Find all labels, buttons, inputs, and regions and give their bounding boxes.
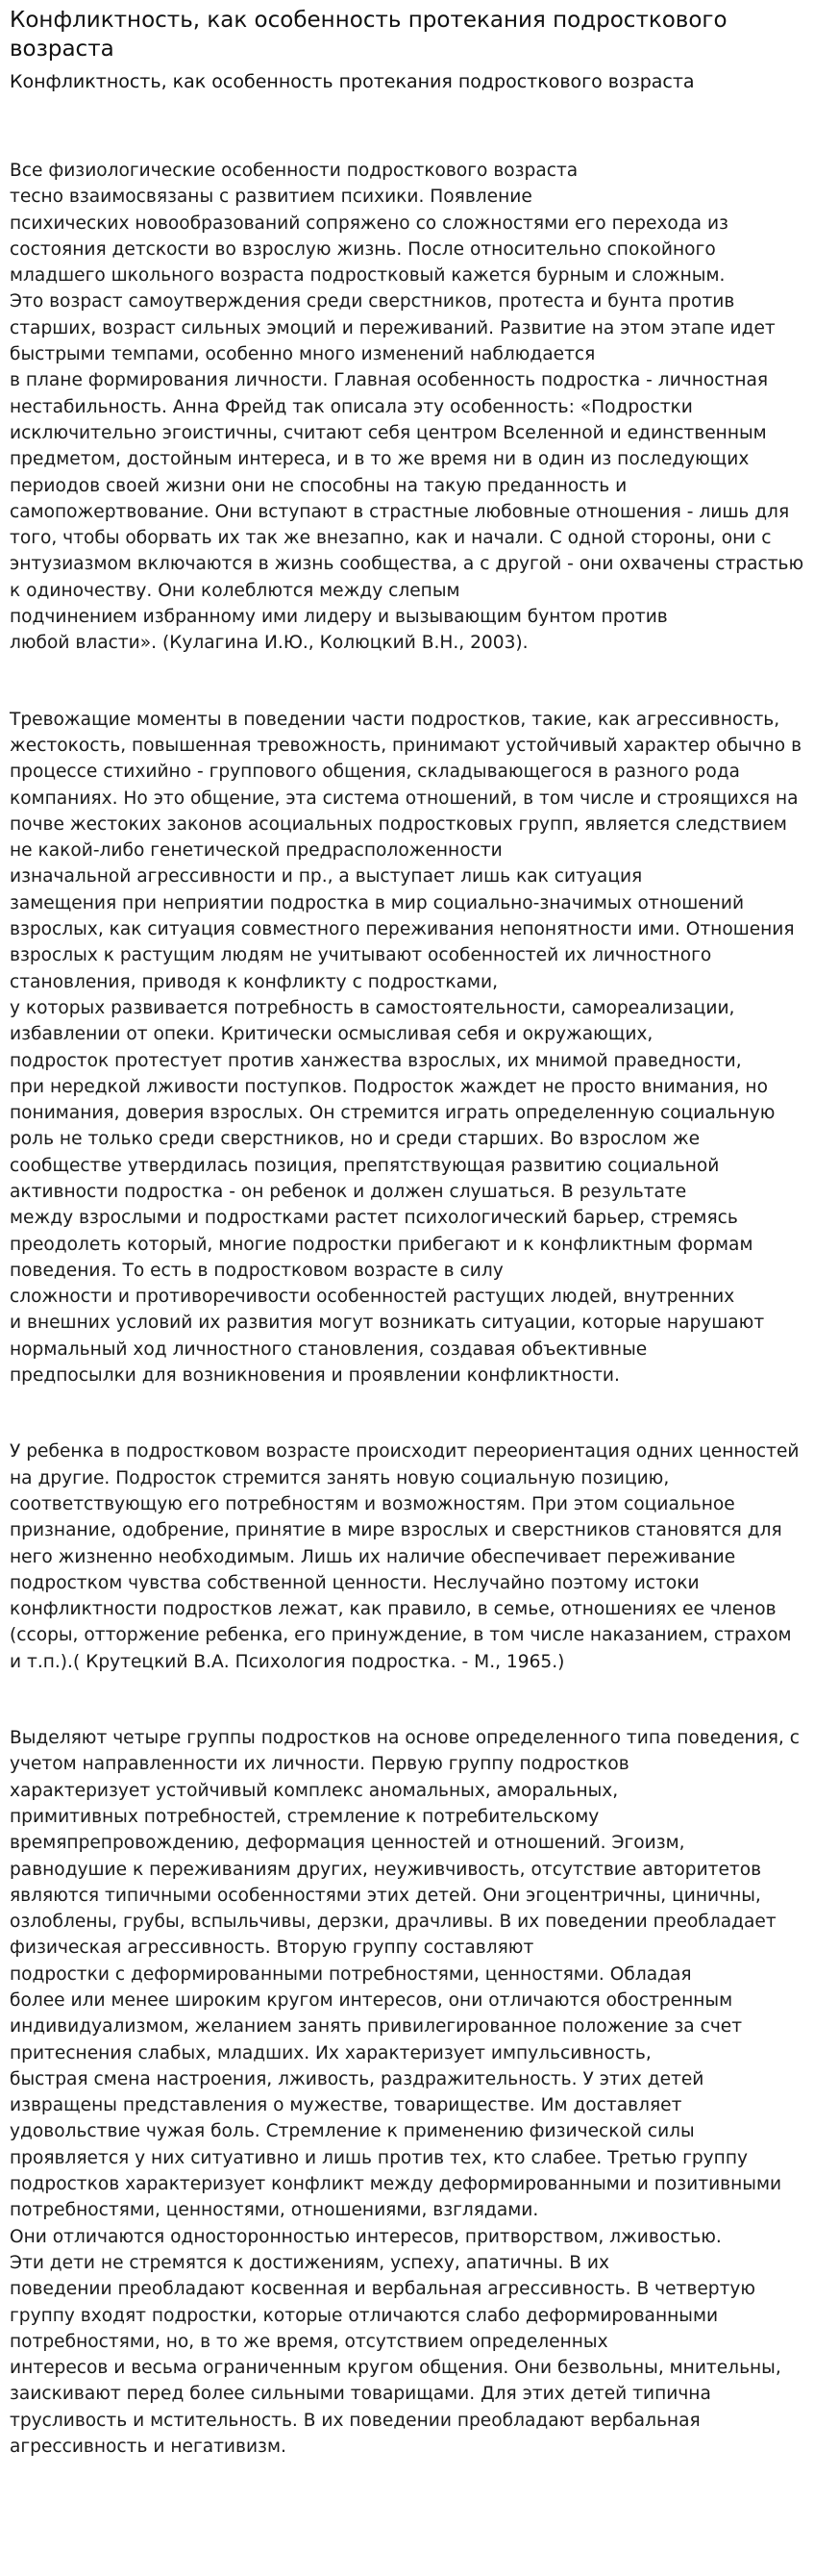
article-paragraph-3: У ребенка в подростковом возрасте происходит переориентация одних ценностей на другие. Подросток стремится занять новую социальную позицию, соответствующую его потребностям и возможностям. При этом социальное признание, одобрение, принятие в мире взрослых и сверстников становятся для него жизненно необходимым. Лишь их наличие обеспечивает переживание подростком чувства собственной ценности. Неслучайно поэтому истоки конфликтности подростков лежат, как правило, в семье, отношениях ее членов (ссоры, отторжение ребенка, его принуждение, в том числе наказанием, страхом и т.п.).( Крутецкий В.А. Психология подростка. - М., 1965.): [10, 1441, 800, 1672]
page-subtitle: Конфликтность, как особенность протекания подросткового возраста: [10, 71, 695, 92]
article-body: [10, 158, 804, 2460]
article-paragraph-2: Тревожащие моменты в поведении части подростков, такие, как агрессивность, жестокость, повышенная тревожность, принимают устойчивый характер обычно в процессе стихийно - группового общения, складывающегося в разного рода компаниях. Но это общение, эта система отношений, в том числе и строящихся на почве жестоких законов асоциальных подростковых групп, является следствием не какой-либо генетической предрасположенности изначальной агрессивности и пр., а выступает лишь как ситуация замещения при неприятии подростка в мир социально-значимых отношений взрослых, как ситуация совместного переживания непонятности ими. Отношения взрослых к растущим людям не учитывают особенностей их личностного становления, приводя к конфликту с подростками, у которых развивается потребность в самостоятельности, самореализации, избавлении от опеки. Критически осмысливая себя и окружающих, подросток протестует против ханжества взрослых, их мнимой праведности, при нередкой лживости поступков. Подросток жаждет не просто внимания, но понимания, доверия взрослых. Он стремится играть определенную социальную роль не только среди сверстников, но и среди старших. Во взрослом же сообществе утвердилась позиция, препятствующая развитию социальной активности подростка - он ребенок и должен слушаться. В результате между взрослыми и подростками растет психологический барьер, стремясь преодолеть который, многие подростки прибегают и к конфликтным формам поведения. То есть в подростковом возрасте в силу сложности и противоречивости особенностей растущих людей, внутренних и внешних условий их развития могут возникать ситуации, которые нарушают нормальный ход личностного становления, создавая объективные предпосылки для возникновения и проявлении конфликтности.: [10, 709, 802, 1387]
article-paragraph-4: Выделяют четыре группы подростков на основе определенного типа поведения, с учетом направленности их личности. Первую группу подростков характеризует устойчивый комплекс аномальных, аморальных, примитивных потребностей, стремление к потребительскому времяпрепровождению, деформация ценностей и отношений. Эгоизм, равнодушие к переживаниям других, неуживчивость, отсутствие авторитетов являются типичными особенностями этих детей. Они эгоцентричны, циничны, озлоблены, грубы, вспыльчивы, дерзки, драчливы. В их поведении преобладает физическая агрессивность. Вторую группу составляют подростки с деформированными потребностями, ценностями. Обладая более или менее широким кругом интересов, они отличаются обостренным индивидуализмом, желанием занять привилегированное положение за счет притеснения слабых, младших. Их характеризует импульсивность, быстрая смена настроения, лживость, раздражительность. У этих детей извращены представления о мужестве, товариществе. Им доставляет удовольствие чужая боль. Стремление к применению физической силы проявляется у них ситуативно и лишь против тех, кто слабее. Третью группу подростков характеризует конфликт между деформированными и позитивными потребностями, ценностями, отношениями, взглядами. Они отличаются односторонностью интересов, притворством, лживостью. Эти дети не стремятся к достижениям, успеху, апатичны. В их поведении преобладают косвенная и вербальная агрессивность. В четвертую группу входят подростки, которые отличаются слабо деформированными потребностями, но, в то же время, отсутствием определенных интересов и весьма ограниченным кругом общения. Они безвольны, мнительны, заискивают перед более сильными товарищами. Для этих детей типична трусливость и мстительность. В их поведении преобладают вербальная агрессивность и негативизм.: [10, 1728, 800, 2458]
page-title: Конфликтность, как особенность протекания подросткового возраста: [10, 8, 728, 62]
article-paragraph-1: Все физиологические особенности подросткового возраста тесно взаимосвязаны с развитием психики. Появление психических новообразований сопряжено со сложностями его перехода из состояния детскости во взрослую жизнь. После относительно спокойного младшего школьного возраста подростковый кажется бурным и сложным. Это возраст самоутверждения среди сверстников, протеста и бунта против старших, возраст сильных эмоций и переживаний. Развитие на этом этапе идет быстрыми темпами, особенно много изменений наблюдается в плане формирования личности. Главная особенность подростка - личностная нестабильность. Анна Фрейд так описала эту особенность: «Подростки исключительно эгоистичны, считают себя центром Вселенной и единственным предметом, достойным интереса, и в то же время ни в один из последующих периодов своей жизни они не способны на такую преданность и самопожертвование. Они вступают в страстные любовные отношения - лишь для того, чтобы оборвать их так же внезапно, как и начали. С одной стороны, они с энтузиазмом включаются в жизнь сообщества, а с другой - они охвачены страстью к одиночеству. Они колеблются между слепым подчинением избранному ими лидеру и вызывающим бунтом против любой власти». (Кулагина И.Ю., Колюцкий В.Н., 2003).: [10, 161, 804, 654]
